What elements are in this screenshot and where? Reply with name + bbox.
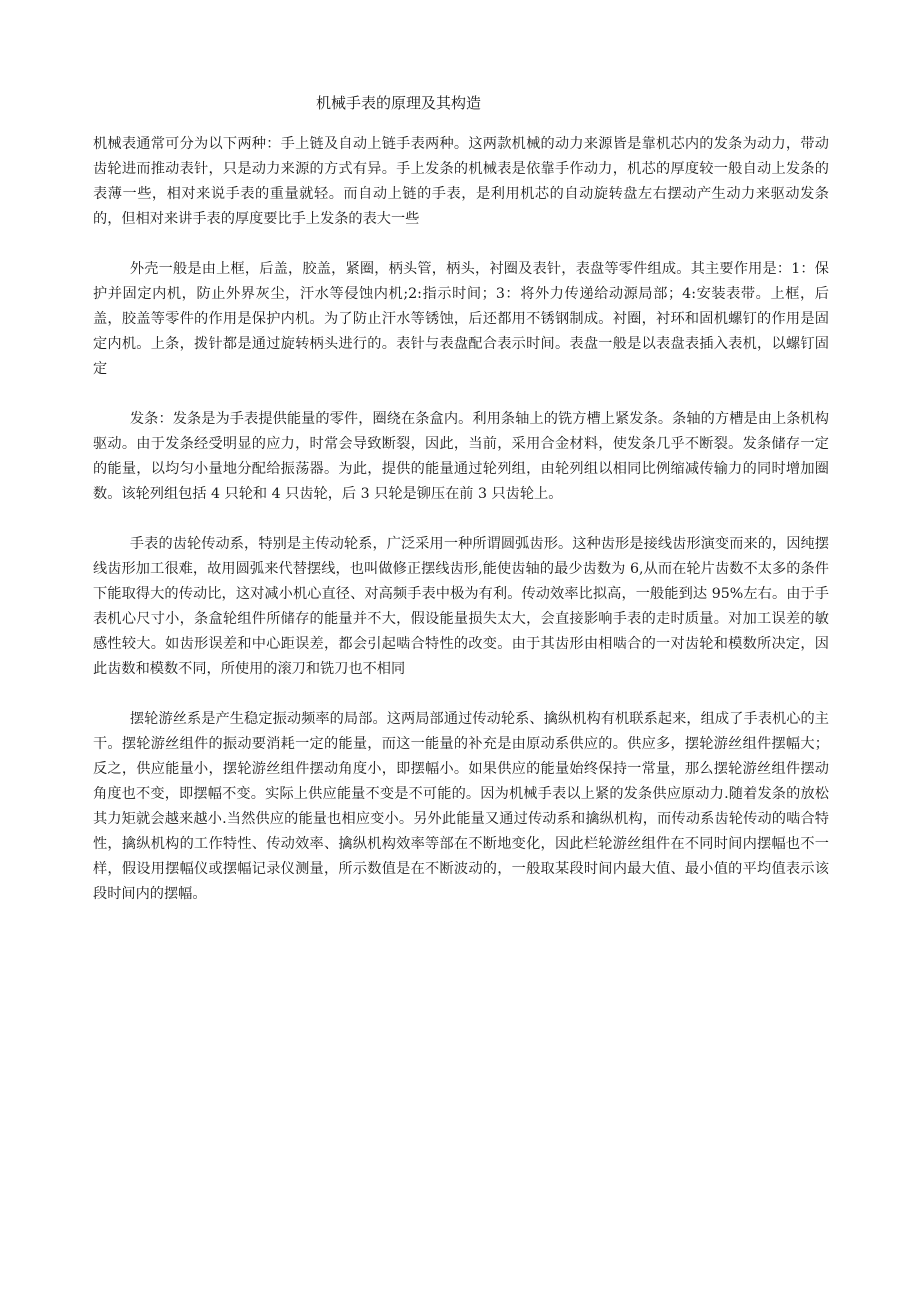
paragraph-mechanical-watch-types: 机械表通常可分为以下两种：手上链及自动上链手表两种。这两款机械的动力来源皆是靠机芯内的发条为动力，带动齿轮进而推动表针，只是动力来源的方式有异。手上发条的机械表是依靠手作动力，机芯的厚度较一般自动上发条的表薄一些，相对来说手表的重量就轻。而自动上链的手表，是利用机芯的自动旋转盘左右摆动产生动力来驱动发条的，但相对来讲手表的厚度要比手上发条的表大一些: [93, 136, 829, 227]
paragraph-balance-wheel: 摆轮游丝系是产生稳定振动频率的局部。这两局部通过传动轮系、擒纵机构有机联系起来，组成了手表机心的主干。摆轮游丝组件的振动要消耗一定的能量，而这一能量的补充是由原动系供应的。供应多，摆轮游丝组件摆幅大；反之，供应能量小，摆轮游丝组件摆动角度小，即摆幅小。如果供应的能量始终保持一常量，那么摆轮游丝组件摆动角度也不变，即摆幅不变。实际上供应能量不变是不可能的。因为机械手表以上紧的发条供应原动力.随着发条的放松其力矩就会越来越小.当然供应的能量也相应变小。另外此能量又通过传动系和擒纵机构，而传动系齿轮传动的啮合特性，擒纵机构的工作特性、传动效率、擒纵机构效率等部在不断地变化，因此栏轮游丝组件在不同时间内摆幅也不一样，假设用摆幅仪或摆幅记录仪测量，所示数值是在不断波动的，一般取某段时间内最大值、最小值的平均值表示该段时间内的摆幅。: [93, 711, 829, 902]
paragraph-mainspring: 发条：发条是为手表提供能量的零件，圈绕在条盒内。利用条轴上的铣方槽上紧发条。条轴的方槽是由上条机构驱动。由于发条经受明显的应力，时常会导致断裂，因此，当前，采用合金材料，使发条几乎不断裂。发条储存一定的能量，以均匀小量地分配给振荡器。为此，提供的能量通过轮列组，由轮列组以相同比例缩减传输力的同时增加圈数。该轮列组包括 4 只轮和 4 只齿轮，后 3 只轮是铆压在前 3 只齿轮上。: [93, 411, 829, 502]
paragraph-gear-train: 手表的齿轮传动系，特别是主传动轮系，广泛采用一种所谓圆弧齿形。这种齿形是接线齿形演变而来的，因纯摆线齿形加工很难，故用圆弧来代替摆线，也叫做修正摆线齿形,能使齿轴的最少齿数为 6,从而在轮片齿数不太多的条件下能取得大的传动比，这对减小机心直径、对高频手表中极为有利。传动效率比拟高，一般能到达 95%左右。由于手表机心尺寸小，条盒轮组件所储存的能量并不大，假设能量损失太大，会直接影响手表的走时质量。对加工误差的敏感性较大。如齿形误差和中心距误差，都会引起啮合特性的改变。由于其齿形由相啮合的一对齿轮和模数所决定，因此齿数和模数不同，所使用的滚刀和铣刀也不相同: [93, 536, 829, 677]
paragraph-watch-case: 外壳一般是由上框，后盖，胶盖，紧圈，柄头管，柄头，衬圈及表针，表盘等零件组成。其主要作用是：1：保护并固定内机，防止外界灰尘，汗水等侵蚀内机;2:指示时间；3：将外力传递给动源局部；4:安装表带。上框，后盖，胶盖等零件的作用是保护内机。为了防止汗水等锈蚀，后还都用不锈钢制成。衬圈，衬环和固机螺钉的作用是固定内机。上条，拨针都是通过旋转柄头进行的。表针与表盘配合表示时间。表盘一般是以表盘表插入表机，以螺钉固定: [93, 261, 829, 377]
document-body: [93, 132, 829, 932]
document-title: 机械手表的原理及其构造: [316, 94, 482, 112]
